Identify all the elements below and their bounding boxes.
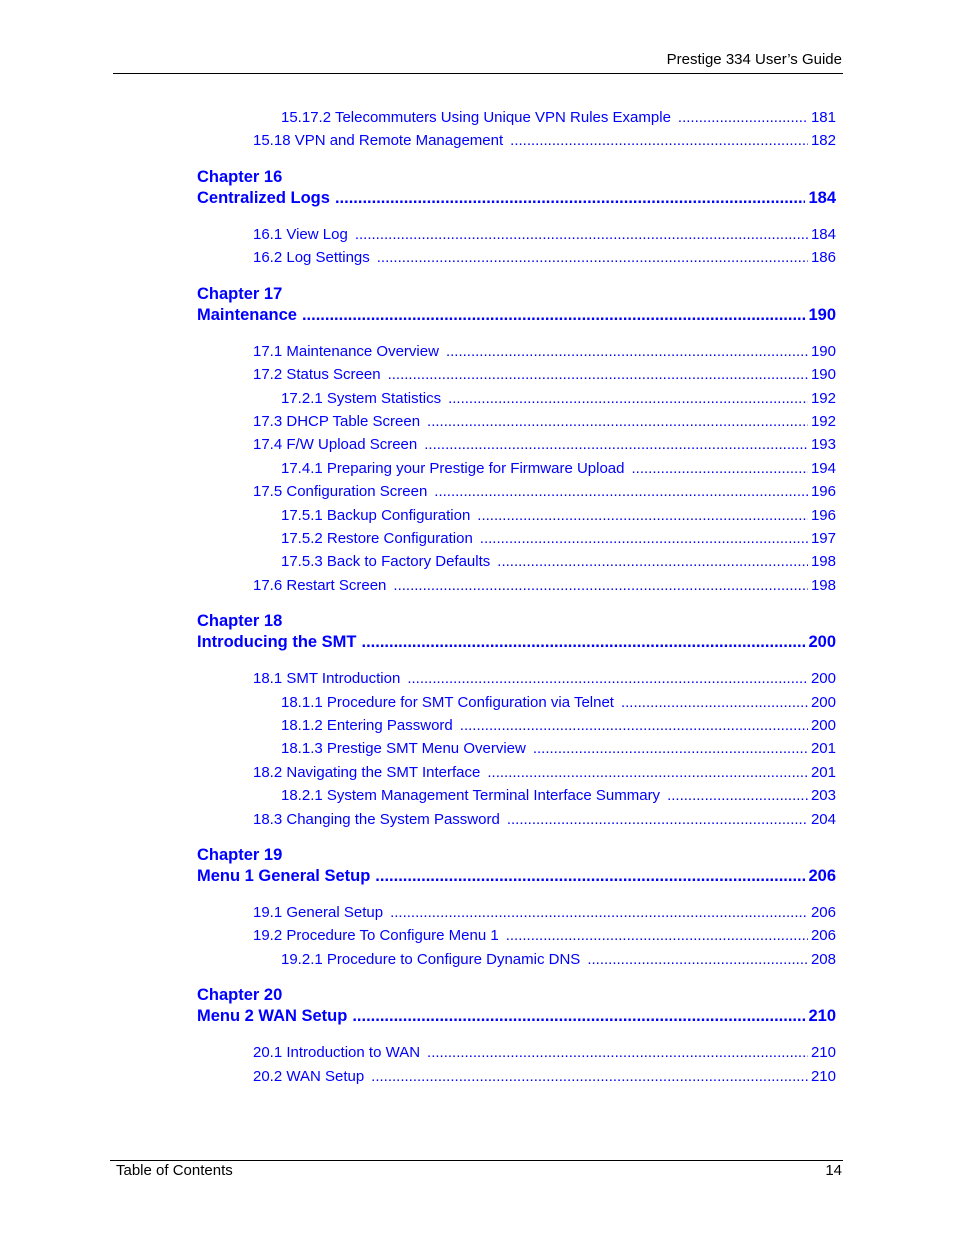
dot-leader <box>424 435 808 455</box>
toc-page-number: 182 <box>810 132 836 149</box>
dot-leader <box>480 529 808 549</box>
toc-entry-label: 18.3 Changing the System Password <box>253 811 500 828</box>
toc-page-number: 190 <box>810 366 836 383</box>
toc-entry-label: 17.5 Configuration Screen <box>253 483 428 500</box>
toc-page-number: 197 <box>810 530 836 547</box>
dot-leader <box>507 810 808 830</box>
toc-section-link[interactable] <box>253 435 836 455</box>
dot-leader <box>487 763 808 783</box>
dot-leader <box>477 506 808 526</box>
toc-page-number: 201 <box>810 764 836 781</box>
chapter-title-link[interactable] <box>197 631 836 653</box>
chapter-number[interactable]: Chapter 16 <box>197 168 283 186</box>
dot-leader <box>427 1043 808 1063</box>
toc-section-link[interactable] <box>253 926 836 946</box>
toc-entry-label: 17.2 Status Screen <box>253 366 381 383</box>
toc-section-link[interactable] <box>253 810 836 830</box>
dot-leader <box>434 482 808 502</box>
dot-leader <box>510 131 808 151</box>
dot-leader <box>302 304 806 326</box>
chapter-page-number: 210 <box>808 1007 836 1025</box>
toc-page-number: 203 <box>810 787 836 804</box>
chapter-title-link[interactable] <box>197 865 836 887</box>
toc-page-number: 190 <box>810 343 836 360</box>
toc-section-link[interactable] <box>253 669 836 689</box>
toc-subsection-link[interactable] <box>281 389 836 409</box>
footer-page-number: 14 <box>825 1162 842 1179</box>
toc-subsection-link[interactable] <box>281 716 836 736</box>
dot-leader <box>506 926 808 946</box>
toc-entry-label: 18.1.3 Prestige SMT Menu Overview <box>281 740 526 757</box>
toc-entry-label: 15.17.2 Telecommuters Using Unique VPN Rules Example <box>281 109 671 126</box>
toc-entry-label: 16.2 Log Settings <box>253 249 370 266</box>
toc-page-number: 210 <box>810 1068 836 1085</box>
toc-page-number: 194 <box>810 460 836 477</box>
toc-page-number: 201 <box>810 740 836 757</box>
dot-leader <box>393 576 808 596</box>
dot-leader <box>371 1067 808 1087</box>
toc-page-number: 204 <box>810 811 836 828</box>
toc-entry-label: 17.4.1 Preparing your Prestige for Firmware Upload <box>281 460 625 477</box>
toc-section-link[interactable] <box>253 576 836 596</box>
toc-page-number: 206 <box>810 927 836 944</box>
dot-leader <box>377 248 808 268</box>
footer-divider <box>110 1160 843 1161</box>
toc-page-number: 181 <box>810 109 836 126</box>
toc-subsection-link[interactable] <box>281 739 836 759</box>
dot-leader <box>621 693 808 713</box>
toc-page-number: 200 <box>810 717 836 734</box>
chapter-page-number: 206 <box>808 867 836 885</box>
chapter-number[interactable]: Chapter 20 <box>197 986 283 1004</box>
toc-entry-label: 20.1 Introduction to WAN <box>253 1044 421 1061</box>
chapter-title: Introducing the SMT <box>197 633 357 651</box>
toc-page-number: 200 <box>810 670 836 687</box>
toc-entry-label: 18.2.1 System Management Terminal Interface Summary <box>281 787 661 804</box>
toc-section-link[interactable] <box>253 342 836 362</box>
dot-leader <box>632 459 808 479</box>
toc-section-link[interactable] <box>253 131 836 151</box>
toc-page-number: 192 <box>810 390 836 407</box>
dot-leader <box>335 187 806 209</box>
toc-subsection-link[interactable] <box>281 950 836 970</box>
toc-section-link[interactable] <box>253 763 836 783</box>
toc-subsection-link[interactable] <box>281 786 836 806</box>
toc-entry-label: 18.2 Navigating the SMT Interface <box>253 764 481 781</box>
chapter-title: Maintenance <box>197 306 297 324</box>
toc-page-number: 192 <box>810 413 836 430</box>
toc-entry-label: 17.6 Restart Screen <box>253 577 387 594</box>
chapter-title-link[interactable] <box>197 1005 836 1027</box>
chapter-page-number: 190 <box>808 306 836 324</box>
toc-entry-label: 15.18 VPN and Remote Management <box>253 132 504 149</box>
dot-leader <box>587 950 808 970</box>
toc-entry-label: 18.1 SMT Introduction <box>253 670 401 687</box>
toc-entry-label: 17.3 DHCP Table Screen <box>253 413 421 430</box>
chapter-number[interactable]: Chapter 19 <box>197 846 283 864</box>
chapter-number[interactable]: Chapter 18 <box>197 612 283 630</box>
toc-entry-label: 17.5.3 Back to Factory Defaults <box>281 553 491 570</box>
footer-section-name: Table of Contents <box>116 1162 233 1179</box>
dot-leader <box>667 786 808 806</box>
toc-section-link[interactable] <box>253 1067 836 1087</box>
dot-leader <box>460 716 808 736</box>
toc-entry-label: 17.4 F/W Upload Screen <box>253 436 418 453</box>
toc-section-link[interactable] <box>253 248 836 268</box>
toc-subsection-link[interactable] <box>281 693 836 713</box>
toc-section-link[interactable] <box>253 412 836 432</box>
toc-page-number: 200 <box>810 694 836 711</box>
toc-subsection-link[interactable] <box>281 506 836 526</box>
chapter-number[interactable]: Chapter 17 <box>197 285 283 303</box>
dot-leader <box>407 669 808 689</box>
toc-page-number: 198 <box>810 577 836 594</box>
dot-leader <box>355 225 808 245</box>
chapter-title-link[interactable] <box>197 187 836 209</box>
toc-section-link[interactable] <box>253 225 836 245</box>
dot-leader <box>375 865 805 887</box>
toc-subsection-link[interactable] <box>281 108 836 128</box>
toc-entry-label: 18.1.1 Procedure for SMT Configuration via Telnet <box>281 694 614 711</box>
toc-page-number: 206 <box>810 904 836 921</box>
toc-entry-label: 17.5.1 Backup Configuration <box>281 507 471 524</box>
toc-entry-label: 17.1 Maintenance Overview <box>253 343 439 360</box>
dot-leader <box>388 365 808 385</box>
toc-entry-label: 19.2 Procedure To Configure Menu 1 <box>253 927 499 944</box>
toc-subsection-link[interactable] <box>281 529 836 549</box>
toc-page-number: 198 <box>810 553 836 570</box>
dot-leader <box>533 739 808 759</box>
chapter-title: Menu 1 General Setup <box>197 867 371 885</box>
toc-entry-label: 17.5.2 Restore Configuration <box>281 530 473 547</box>
toc-section-link[interactable] <box>253 1043 836 1063</box>
toc-page-number: 196 <box>810 507 836 524</box>
toc-section-link[interactable] <box>253 482 836 502</box>
dot-leader <box>446 342 808 362</box>
toc-entry-label: 20.2 WAN Setup <box>253 1068 365 1085</box>
toc-entry-label: 19.1 General Setup <box>253 904 384 921</box>
header-divider <box>113 73 843 74</box>
chapter-title: Centralized Logs <box>197 189 330 207</box>
toc-page-number: 186 <box>810 249 836 266</box>
chapter-page-number: 184 <box>808 189 836 207</box>
dot-leader <box>497 552 808 572</box>
toc-section-link[interactable] <box>253 365 836 385</box>
toc-page-number: 208 <box>810 951 836 968</box>
toc-subsection-link[interactable] <box>281 552 836 572</box>
dot-leader <box>678 108 808 128</box>
toc-entry-label: 18.1.2 Entering Password <box>281 717 453 734</box>
chapter-title: Menu 2 WAN Setup <box>197 1007 348 1025</box>
dot-leader <box>361 631 805 653</box>
dot-leader <box>448 389 808 409</box>
toc-section-link[interactable] <box>253 903 836 923</box>
toc-entry-label: 17.2.1 System Statistics <box>281 390 442 407</box>
toc-page-number: 184 <box>810 226 836 243</box>
header-guide-title: Prestige 334 User’s Guide <box>666 51 842 68</box>
chapter-title-link[interactable] <box>197 304 836 326</box>
dot-leader <box>352 1005 805 1027</box>
chapter-page-number: 200 <box>808 633 836 651</box>
toc-page-number: 196 <box>810 483 836 500</box>
toc-subsection-link[interactable] <box>281 459 836 479</box>
toc-page-number: 210 <box>810 1044 836 1061</box>
toc-entry-label: 16.1 View Log <box>253 226 348 243</box>
toc-page-number: 193 <box>810 436 836 453</box>
dot-leader <box>390 903 808 923</box>
toc-entry-label: 19.2.1 Procedure to Configure Dynamic DNS <box>281 951 581 968</box>
dot-leader <box>427 412 808 432</box>
